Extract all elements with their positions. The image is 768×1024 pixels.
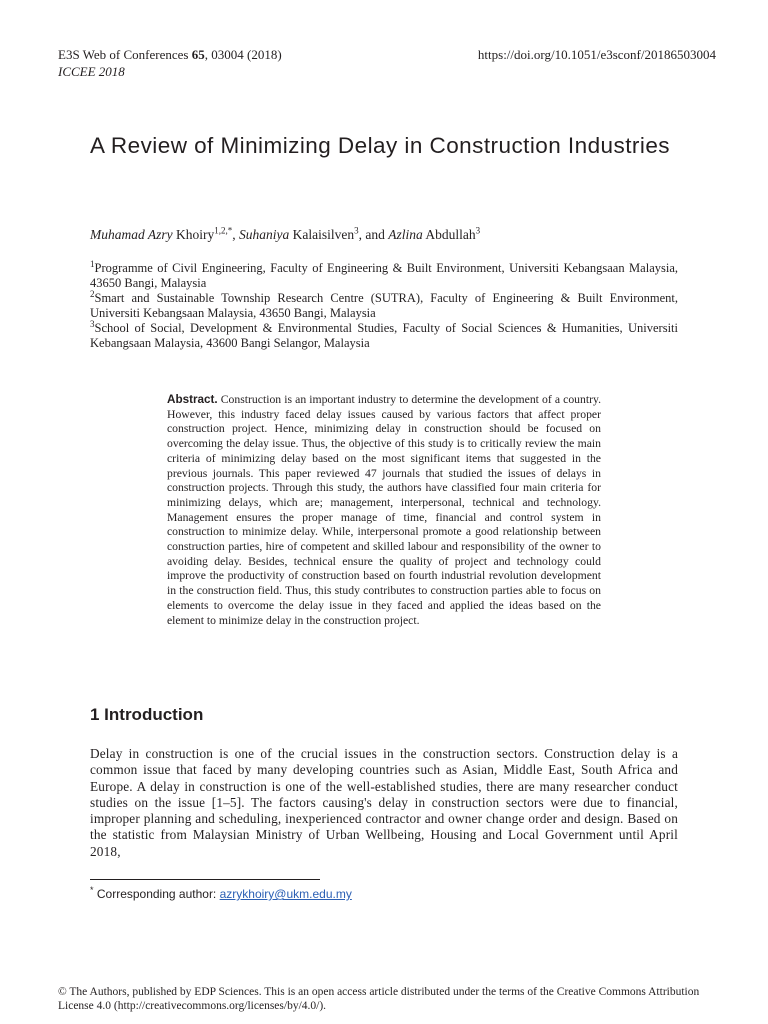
author-family-name: Kalaisilven: [292, 227, 355, 242]
author-family-name: Khoiry: [176, 227, 215, 242]
author-given-name: Azlina: [388, 227, 423, 242]
journal-name: E3S Web of Conferences: [58, 47, 189, 62]
author-given-name: Suhaniya: [239, 227, 290, 242]
author-given-name: Muhamad Azry: [90, 227, 173, 242]
author-separator: , and: [358, 227, 389, 242]
affiliation: [90, 318, 678, 351]
affiliation-number: 1: [90, 258, 95, 269]
paper-title: A Review of Minimizing Delay in Construction Industries: [90, 133, 670, 158]
footnote-label: Corresponding author:: [96, 887, 220, 901]
corresponding-author-footnote: [90, 887, 352, 901]
section-heading-introduction: 1 Introduction: [90, 705, 204, 724]
affiliation-number: 2: [90, 288, 95, 299]
affiliation-text: Smart and Sustainable Township Research Centre (SUTRA), Faculty of Engineering & Built Environment, Universiti Kebangsaan Malaysia, 43650 Bangi, Malaysia: [90, 291, 678, 320]
author-family-name: Abdullah: [425, 227, 476, 242]
affiliation-list: [90, 258, 678, 351]
affiliation: [90, 288, 678, 321]
journal-volume: 65: [191, 47, 205, 62]
author-list: [90, 227, 480, 243]
author-separator: ,: [232, 227, 239, 242]
author: [239, 227, 359, 242]
running-header-citation: [58, 47, 282, 63]
footnote-mark: *: [90, 885, 94, 895]
introduction-paragraph: Delay in construction is one of the crucial issues in the construction sectors. Construction delay is a common issue that faced by many developing countries such as Asian, Middle East, South Africa and Europe. A delay in construction is one of the well-established studies, there are many researcher conduct studies on the issue [1–5]. The factors causing's delay in construction sectors were due to financial, improper planning and scheduling, inexperienced contractor and owner change order and design. Based on the statistic from Malaysian Ministry of Urban Wellbeing, Housing and Local Government until April 2018,: [90, 746, 678, 859]
author-affiliation-mark: 1,2,*: [214, 225, 233, 236]
affiliation-text: School of Social, Development & Environmental Studies, Faculty of Social Sciences & Humanities, Universiti Kebangsaan Malaysia, 43600 Bangi Selangor, Malaysia: [90, 321, 678, 350]
affiliation-text: Programme of Civil Engineering, Faculty of Engineering & Built Environment, Universiti Kebangsaan Malaysia, 43650 Bangi, Malaysia: [90, 261, 678, 290]
abstract: [167, 393, 601, 628]
affiliation-number: 3: [90, 318, 95, 329]
footnote-divider: [90, 879, 320, 880]
author: [388, 227, 480, 242]
article-number-year: , 03004 (2018): [204, 47, 282, 62]
author: [90, 227, 232, 242]
corresponding-email-link[interactable]: azrykhoiry@ukm.edu.my: [219, 887, 352, 901]
doi-link[interactable]: https://doi.org/10.1051/e3sconf/20186503004: [477, 47, 716, 62]
abstract-text: Construction is an important industry to determine the development of a country. However, this industry faced delay issues caused by various factors that affect proper construction project. Hence, minimizing delay in construction should be focused on overcoming the delay issue. Thus, the objective of this study is to critically review the main criteria of minimizing delay based on the most significant items that suggested in the previous journals. This paper reviewed 47 journals that studied the issues of delays in construction projects. Through this study, the authors have classified four main criteria for minimizing delays, which are; management, interpersonal, technical and technology. Management ensures the proper manage of time, financial and control system in construction to minimize delay. While, interpersonal promote a good relationship between construction parties, hire of competent and skilled labour and responsibility of the owner to avoiding delay. Besides, technical ensure the quality of project and technology could improve the productivity of construction based on fourth industrial revolution development in the construction field. Thus, this study contributes to construction parties able to focus on elements to overcome the delay issue in they faced and applied the ideas based on the element to minimize delay in the construction project.: [167, 393, 601, 627]
conference-name: ICCEE 2018: [58, 64, 125, 79]
license-notice: © The Authors, published by EDP Sciences. This is an open access article distributed under the terms of the Creative Commons Attribution License 4.0 (http://creativecommons.org/licenses/by/4.0/).: [58, 986, 700, 1012]
author-affiliation-mark: 3: [354, 225, 359, 236]
affiliation: [90, 258, 678, 291]
abstract-label: Abstract.: [167, 393, 218, 406]
author-affiliation-mark: 3: [475, 225, 481, 236]
